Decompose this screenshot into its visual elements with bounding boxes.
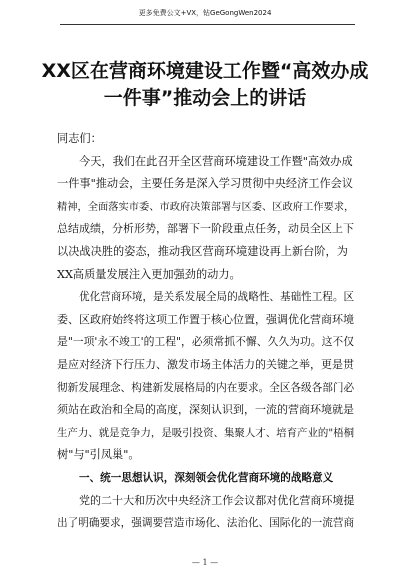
header-note: 更多免费公文+VX，钻GeGongWen2024	[138, 9, 272, 17]
paragraph-line: 是"一项'永不竣工'的工程"，必须常抓不懈、久久为功。这不仅	[57, 335, 355, 349]
paragraph-line: 须站在政治和全局的高度，深刻认识到，一流的营商环境就是	[57, 403, 354, 417]
paragraph-line: 是应对经济下行压力、激发市场主体活力的关键之举，更是贯	[57, 357, 354, 371]
title-line: XX区在营商环境建设工作暨“高效办成	[41, 60, 369, 82]
header-rule	[60, 24, 355, 25]
paragraph-line: 生产力、就是竞争力，是吸引投资、集聚人才、培育产业的"梧桐	[57, 426, 355, 439]
document-body	[57, 128, 357, 535]
section-heading: 一、统一思想认识，深刻领会优化营商环境的战略意义	[79, 471, 334, 484]
salutation: 同志们：	[57, 132, 102, 145]
paragraph-line: 委、区政府始终将这项工作置于核心位置，强调优化营商环境	[57, 312, 354, 326]
paragraph-line: XX高质量发展注入更加强劲的动力。	[57, 267, 241, 281]
paragraph-line: 精神，全面落实市委、市政府决策部署与区委、区政府工作要求，	[57, 200, 355, 213]
paragraph-line: 一件事"推动会，主要任务是深入学习贯彻中央经济工作会议	[57, 177, 354, 191]
paragraph-line: 彻新发展理念、构建新发展格局的内在要求。全区各级各部门必	[57, 380, 355, 394]
paragraph-line: 以决战决胜的姿态，推动我区营商环境建设再上新台阶，为	[57, 244, 348, 258]
paragraph-line: 出了明确要求，强调要营造市场化、法治化、国际化的一流营商	[57, 516, 355, 530]
paragraph-line: 优化营商环境，是关系发展全局的战略性、基础性工程。区	[79, 291, 355, 304]
document-title	[40, 58, 370, 112]
paragraph-line: 党的二十大和历次中央经济工作会议都对优化营商环境提	[79, 493, 355, 507]
paragraph-line: 树"与"引凤巢"。	[57, 448, 140, 462]
title-line: 一件事”推动会上的讲话	[103, 87, 307, 109]
paragraph-line: 今天，我们在此召开全区营商环境建设工作暨"高效办成	[79, 154, 353, 168]
paragraph-line: 总结成绩，分析形势，部署下一阶段重点任务，动员全区上下	[57, 222, 354, 236]
page-number: — 1 —	[191, 558, 219, 567]
